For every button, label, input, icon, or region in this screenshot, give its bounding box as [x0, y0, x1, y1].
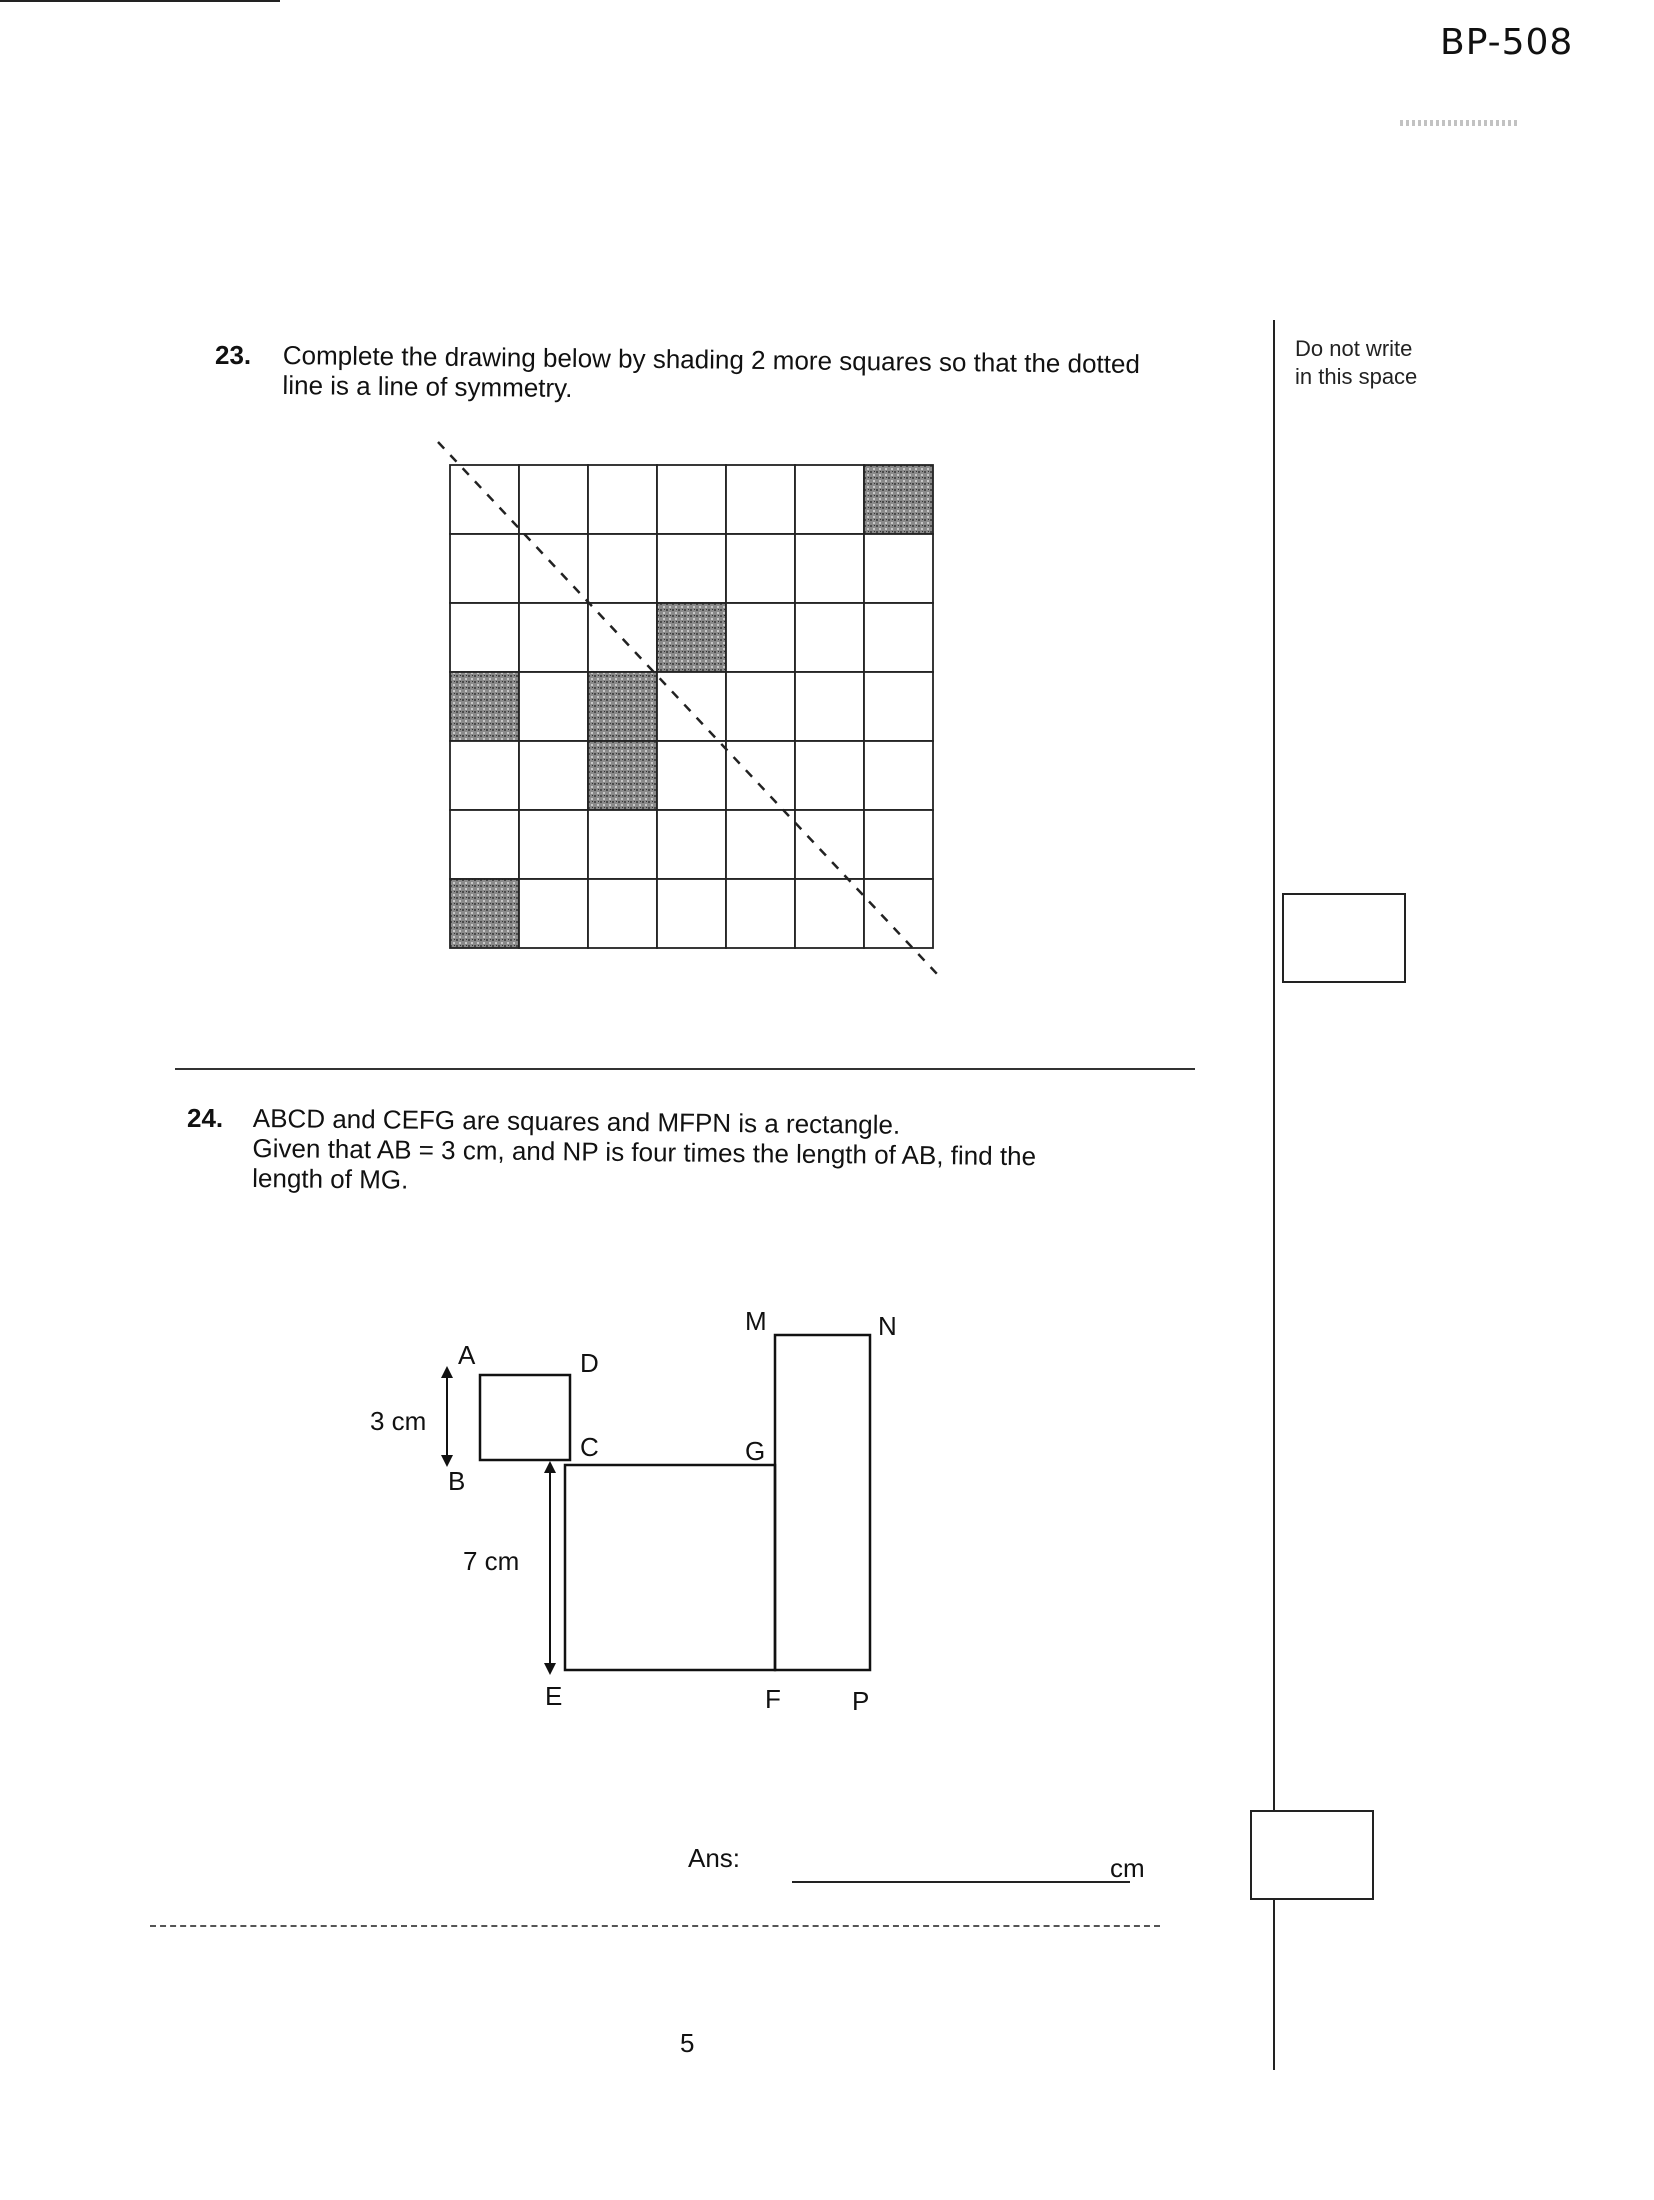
- grid-cell[interactable]: [795, 810, 864, 879]
- grid-cell[interactable]: [726, 534, 795, 603]
- grid-cell[interactable]: [864, 534, 933, 603]
- margin-note-line2: in this space: [1295, 364, 1418, 389]
- label-p: P: [852, 1686, 870, 1716]
- grid-cell[interactable]: [450, 534, 519, 603]
- label-n: N: [878, 1311, 897, 1341]
- grid-cell[interactable]: [864, 603, 933, 672]
- grid-cell[interactable]: [450, 741, 519, 810]
- grid-cell-shaded[interactable]: [450, 672, 519, 741]
- grid-cell-shaded[interactable]: [588, 672, 657, 741]
- scan-artifact: [1400, 120, 1520, 126]
- question-24-line1: ABCD and CEFG are squares and MFPN is a rectangle.: [252, 1103, 901, 1140]
- grid-cell-shaded[interactable]: [588, 741, 657, 810]
- square-abcd: [480, 1375, 570, 1460]
- label-b: B: [448, 1466, 466, 1496]
- grid-cell-shaded[interactable]: [864, 465, 933, 534]
- grid-cell[interactable]: [726, 810, 795, 879]
- grid-cell[interactable]: [588, 534, 657, 603]
- score-box-q24[interactable]: [1250, 1810, 1374, 1900]
- grid-cell[interactable]: [726, 603, 795, 672]
- grid-cell[interactable]: [795, 603, 864, 672]
- grid-cell[interactable]: [657, 534, 726, 603]
- grid-cell[interactable]: [795, 672, 864, 741]
- dim-label-ce: 7 cm: [463, 1546, 520, 1576]
- rectangle-mfpn: [775, 1335, 870, 1670]
- grid-cell[interactable]: [864, 741, 933, 810]
- question-24-number: 24.: [187, 1103, 224, 1133]
- arrowhead-ce-top: [544, 1461, 556, 1473]
- grid-cell[interactable]: [726, 465, 795, 534]
- footer-divider: [150, 1925, 1160, 1927]
- grid-cell[interactable]: [795, 879, 864, 948]
- arrowhead-ce-bottom: [544, 1663, 556, 1675]
- label-e: E: [545, 1681, 563, 1711]
- paper-code: BP-508: [1440, 22, 1574, 63]
- answer-line[interactable]: [792, 1881, 1130, 1883]
- grid-cell[interactable]: [657, 879, 726, 948]
- question-24-line2: Given that AB = 3 cm, and NP is four times the length of AB, find the: [252, 1132, 1037, 1172]
- grid-cell[interactable]: [588, 810, 657, 879]
- grid-cell[interactable]: [450, 810, 519, 879]
- grid-cell[interactable]: [864, 879, 933, 948]
- grid-cell[interactable]: [588, 465, 657, 534]
- grid-cell[interactable]: [519, 810, 588, 879]
- squares-rectangle-figure: [340, 1300, 960, 1750]
- grid-cell[interactable]: [657, 672, 726, 741]
- square-cefg: [565, 1465, 775, 1670]
- grid-cell[interactable]: [726, 672, 795, 741]
- section-divider: [175, 1068, 1195, 1070]
- label-a: A: [458, 1340, 476, 1370]
- page-number: 5: [680, 2028, 695, 2058]
- grid-cell[interactable]: [726, 879, 795, 948]
- grid-cell[interactable]: [519, 741, 588, 810]
- grid-cell[interactable]: [450, 465, 519, 534]
- grid-cell[interactable]: [519, 603, 588, 672]
- grid-cell[interactable]: [519, 879, 588, 948]
- score-box-q23[interactable]: [1282, 893, 1406, 983]
- grid-cell[interactable]: [795, 465, 864, 534]
- grid-cell[interactable]: [657, 741, 726, 810]
- label-m: M: [745, 1306, 767, 1336]
- grid-cell[interactable]: [726, 741, 795, 810]
- question-23-number: 23.: [215, 340, 252, 370]
- grid-cell[interactable]: [519, 672, 588, 741]
- answer-label: Ans:: [688, 1843, 741, 1873]
- margin-rule: [1273, 320, 1275, 2070]
- grid-cell[interactable]: [864, 810, 933, 879]
- top-rule: [0, 0, 280, 2]
- grid-cell[interactable]: [588, 879, 657, 948]
- answer-unit: cm: [1110, 1853, 1145, 1883]
- grid-cell[interactable]: [450, 603, 519, 672]
- dim-label-ab: 3 cm: [370, 1406, 427, 1436]
- grid-cell-shaded[interactable]: [657, 603, 726, 672]
- grid-cell[interactable]: [519, 465, 588, 534]
- symmetry-grid[interactable]: [430, 430, 950, 990]
- grid-cell[interactable]: [795, 534, 864, 603]
- label-c: C: [580, 1432, 599, 1462]
- question-24-line3: length of MG.: [252, 1162, 409, 1195]
- question-24-text: [252, 1103, 1193, 1203]
- grid-cell[interactable]: [657, 810, 726, 879]
- label-g: G: [745, 1436, 766, 1466]
- margin-note-line1: Do not write: [1295, 336, 1413, 361]
- arrowhead-ab-top: [441, 1366, 453, 1378]
- grid-cell-shaded[interactable]: [450, 879, 519, 948]
- grid-cell[interactable]: [864, 672, 933, 741]
- grid-cell[interactable]: [657, 465, 726, 534]
- margin-note: [1295, 335, 1417, 391]
- grid-cell[interactable]: [795, 741, 864, 810]
- question-23-text: Complete the drawing below by shading 2 more squares so that the dotted line is a line of symmetry.: [282, 340, 1141, 404]
- label-d: D: [580, 1348, 599, 1378]
- label-f: F: [765, 1684, 781, 1714]
